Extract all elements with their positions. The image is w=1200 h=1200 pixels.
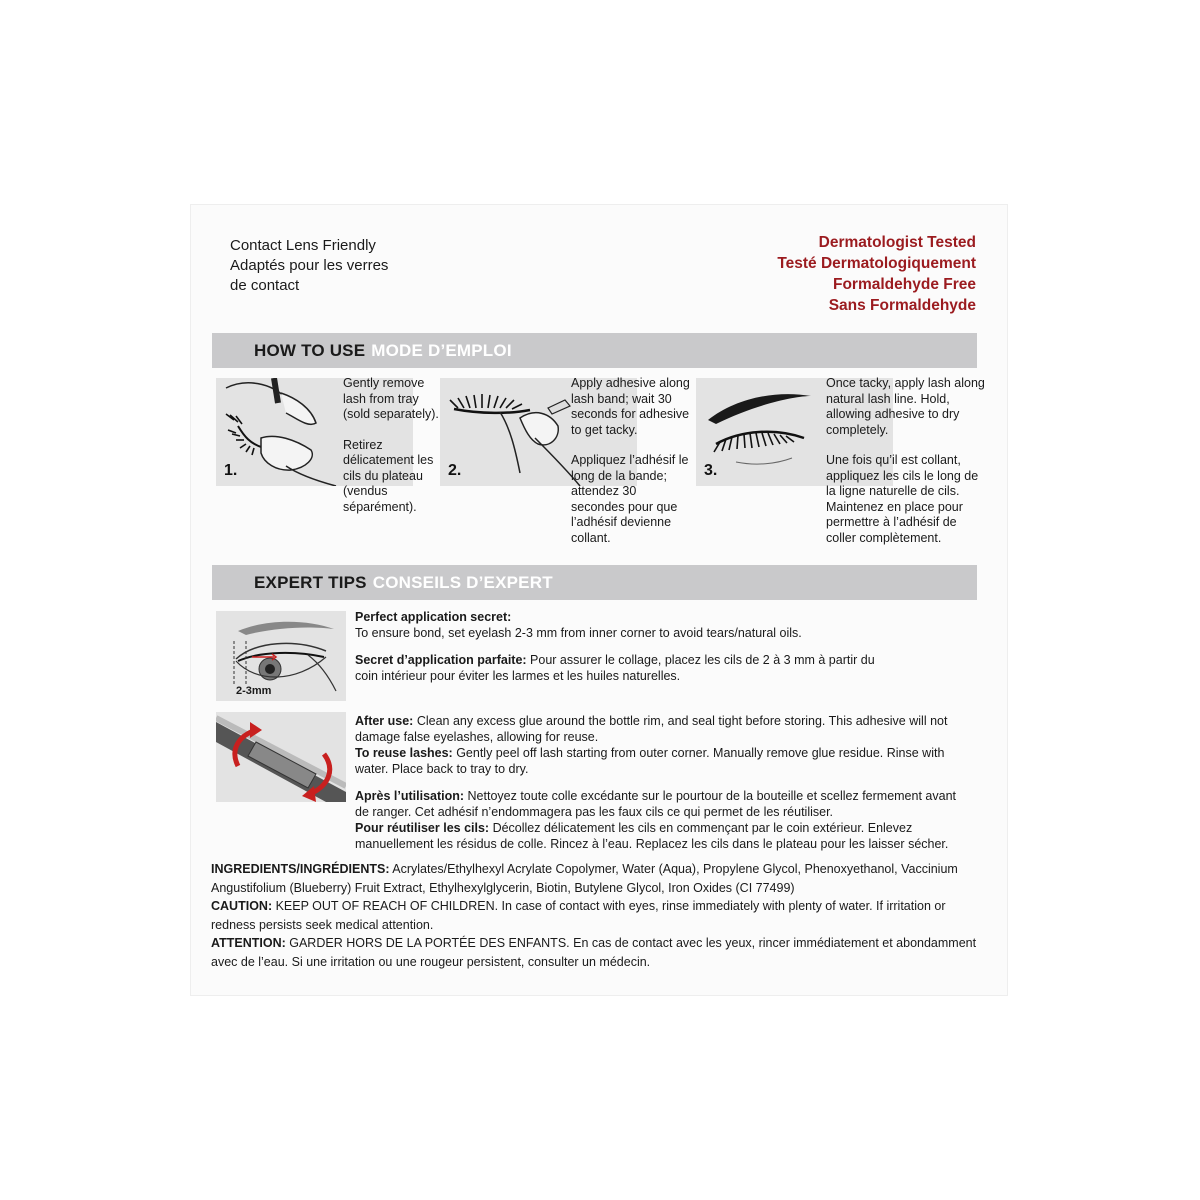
claim-line: Contact Lens Friendly: [230, 237, 376, 254]
step-3-en: Once tacky, apply lash along natural lash line. Hold, allowing adhesive to dry completely.: [826, 376, 985, 437]
apres-body: Nettoyez toute colle excédante sur le pourtour de la bouteille et scellez fermement avant de ranger. Cet adhésif n’endommagera pas les faux cils ce qui permet de les réutiliser.: [355, 789, 956, 819]
expert-tips-header: [212, 565, 977, 600]
tip-2-text: [355, 713, 965, 863]
how-to-use-title: HOW TO USE: [254, 341, 366, 360]
claim-line: Testé Dermatologiquement: [777, 255, 976, 272]
claim-line: de contact: [230, 277, 300, 294]
reuse-title: To reuse lashes:: [355, 746, 453, 760]
step-number: 1.: [224, 462, 238, 479]
mode-emploi-title: MODE D’EMPLOI: [371, 341, 512, 360]
apres-title: Après l’utilisation:: [355, 789, 465, 803]
instruction-card: [190, 204, 1008, 996]
contact-lens-claims: [230, 236, 388, 296]
ingredients-body: Acrylates/Ethylhexyl Acrylate Copolymer, Water (Aqua), Propylene Glycol, Phenoxyethanol, Vaccinium Angustifolium (Blueberry) Fruit Extract, Ethylhexylglycerin, Biotin, Butylene Glycol, Iron Oxides (CI 77499): [211, 862, 958, 895]
tip-2-illustration: [216, 712, 346, 802]
attention-body: GARDER HORS DE LA PORTÉE DES ENFANTS. En cas de contact avec les yeux, rincer immédiatement et abondamment avec de l’eau. Si une irritation ou une rougeur persistent, consulter un médecin.: [211, 936, 977, 969]
step-number: 3.: [704, 462, 718, 479]
after-use-body: Clean any excess glue around the bottle rim, and seal tight before storing. This adhesive will not damage false eyelashes, allowing for reuse.: [355, 714, 948, 744]
spacing-label: 2-3mm: [236, 685, 272, 697]
conseils-expert-title: CONSEILS D’EXPERT: [372, 573, 553, 592]
claim-line: Dermatologist Tested: [818, 234, 976, 251]
claim-line: Sans Formaldehyde: [828, 297, 976, 314]
attention-title: ATTENTION:: [211, 936, 286, 950]
tip-1-en-body: To ensure bond, set eyelash 2-3 mm from inner corner to avoid tears/natural oils.: [355, 626, 802, 640]
step-1-en: Gently remove lash from tray (sold separately).: [343, 376, 439, 421]
claim-line: Adaptés pour les verres: [230, 257, 389, 274]
claim-line: Formaldehyde Free: [833, 276, 976, 293]
step-2-en: Apply adhesive along lash band; wait 30 seconds for adhesive to get tacky.: [571, 376, 690, 437]
tip-1-text: [355, 609, 875, 695]
step-2-text: [571, 376, 693, 561]
tip-1-illustration: [216, 611, 346, 701]
tip-1-fr-title: Secret d’application parfaite:: [355, 653, 527, 667]
bottle-twist-icon: [216, 712, 346, 802]
step-number: 2.: [448, 462, 462, 479]
reutiliser-body: Décollez délicatement les cils en commençant par le coin extérieur. Enlevez manuellement les résidus de colle. Rincez à l’eau. Replacez les cils dans le plateau pour les laisser sécher.: [355, 821, 949, 851]
ingredients-and-caution: [211, 860, 991, 971]
caution-body: KEEP OUT OF REACH OF CHILDREN. In case of contact with eyes, rinse immediately with plenty of water. If irritation or redness persists seek medical attention.: [211, 899, 946, 932]
tip-1-en-title: Perfect application secret:: [355, 610, 512, 624]
reuse-body: Gently peel off lash starting from outer corner. Manually remove glue residue. Rinse with water. Place back to tray to dry.: [355, 746, 945, 776]
caution-title: CAUTION:: [211, 899, 273, 913]
ingredients-title: INGREDIENTS/INGRÉDIENTS:: [211, 862, 390, 876]
reutiliser-title: Pour réutiliser les cils:: [355, 821, 490, 835]
expert-tips-title: EXPERT TIPS: [254, 573, 367, 592]
tip-1-fr-body: Pour assurer le collage, placez les cils de 2 à 3 mm à partir du coin intérieur pour éviter les larmes et les huiles naturelles.: [355, 653, 875, 683]
step-3-text: [826, 376, 986, 561]
step-2-fr: Appliquez l’adhésif le long de la bande; attendez 30 secondes pour que l’adhésif devienne collant.: [571, 453, 689, 545]
step-3-fr: Une fois qu’il est collant, appliquez les cils le long de la ligne naturelle de cils. Maintenez en place pour permettre à l’adhésif de coller complètement.: [826, 453, 979, 545]
step-1-fr: Retirez délicatement les cils du plateau (vendus séparément).: [343, 437, 434, 514]
step-1-text: [343, 376, 439, 530]
dermatologist-claims: [777, 232, 976, 316]
after-use-title: After use:: [355, 714, 414, 728]
how-to-use-header: [212, 333, 977, 368]
